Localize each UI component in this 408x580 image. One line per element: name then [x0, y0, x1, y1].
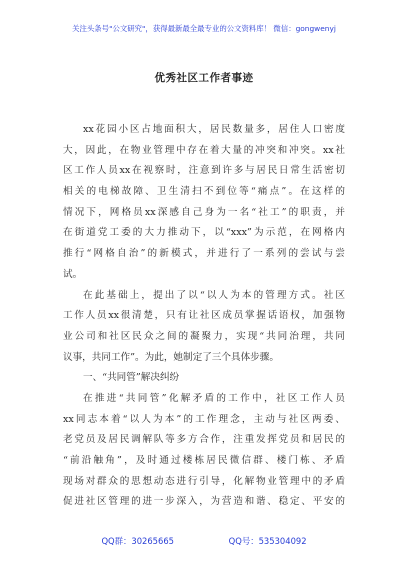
body-line: 区工作人员xx在视察时，注意到许多与居民日常生活密切 — [63, 165, 345, 177]
header-promo-note: 关注头条号"公文研究"，获得最新最全最专业的公文资料库！ 微信：gongwenyj — [72, 24, 336, 33]
section-heading: 一、“共同管”解决纠纷 — [83, 372, 180, 384]
body-line: 老党员及居民调解队等多方合作，注重发挥党员和居民的 — [63, 434, 345, 446]
body-line: xx花园小区占地面积大，居民数量多，居住人口密度 — [83, 124, 345, 135]
body-line: 在此基础上，提出了以“以人为本的管理方式。社区 — [83, 289, 345, 301]
document-title: 优秀社区工作者事迹 — [154, 72, 254, 84]
body-line: 相关的电梯故障、卫生清扫不到位等“痛点”。在这样的 — [63, 186, 345, 198]
footer-contact — [0, 535, 408, 547]
body-line: 工作人员xx很清楚，只有让社区成员掌握话语权，加强物 — [63, 310, 345, 322]
body-line: 在街道党工委的大力推动下，以“xxx”为示范，在网格内 — [63, 227, 345, 239]
body-line: 促进社区管理的进一步深入，为营造和谐、稳定、平安的 — [63, 496, 345, 508]
body-line: xx同志本着“以人为本”的工作理念，主动与社区两委、 — [63, 413, 345, 425]
body-line: 现场对群众的思想动态进行引导，化解物业管理中的矛盾 — [63, 475, 345, 487]
body-line: 业公司和社区民众之间的凝聚力，实现“共同治理，共同 — [63, 330, 345, 342]
body-line: 推行“网格自治”的新模式，并进行了一系列的尝试与尝 — [63, 248, 345, 260]
body-line: 试。 — [63, 268, 83, 280]
body-line: “前沿触角”，及时通过楼栋居民微信群、楼门栋、矛盾 — [63, 455, 345, 466]
body-line: 在推进“共同管”化解矛盾的工作中，社区工作人员 — [83, 392, 345, 404]
body-line: 议事，共同工作”。为此，她制定了三个具体步骤。 — [63, 351, 279, 363]
body-line: 情况下，网格员xx深感自己身为一名“社工”的职责，并 — [63, 206, 345, 218]
body-line: 大，因此，在物业管理中存在着大量的冲突和冲突。xx社 — [63, 144, 345, 156]
footer-qq-group: QQ群：30265665 — [101, 536, 174, 546]
footer-qq-number: QQ号：535304092 — [228, 536, 307, 546]
document-body — [63, 120, 345, 513]
